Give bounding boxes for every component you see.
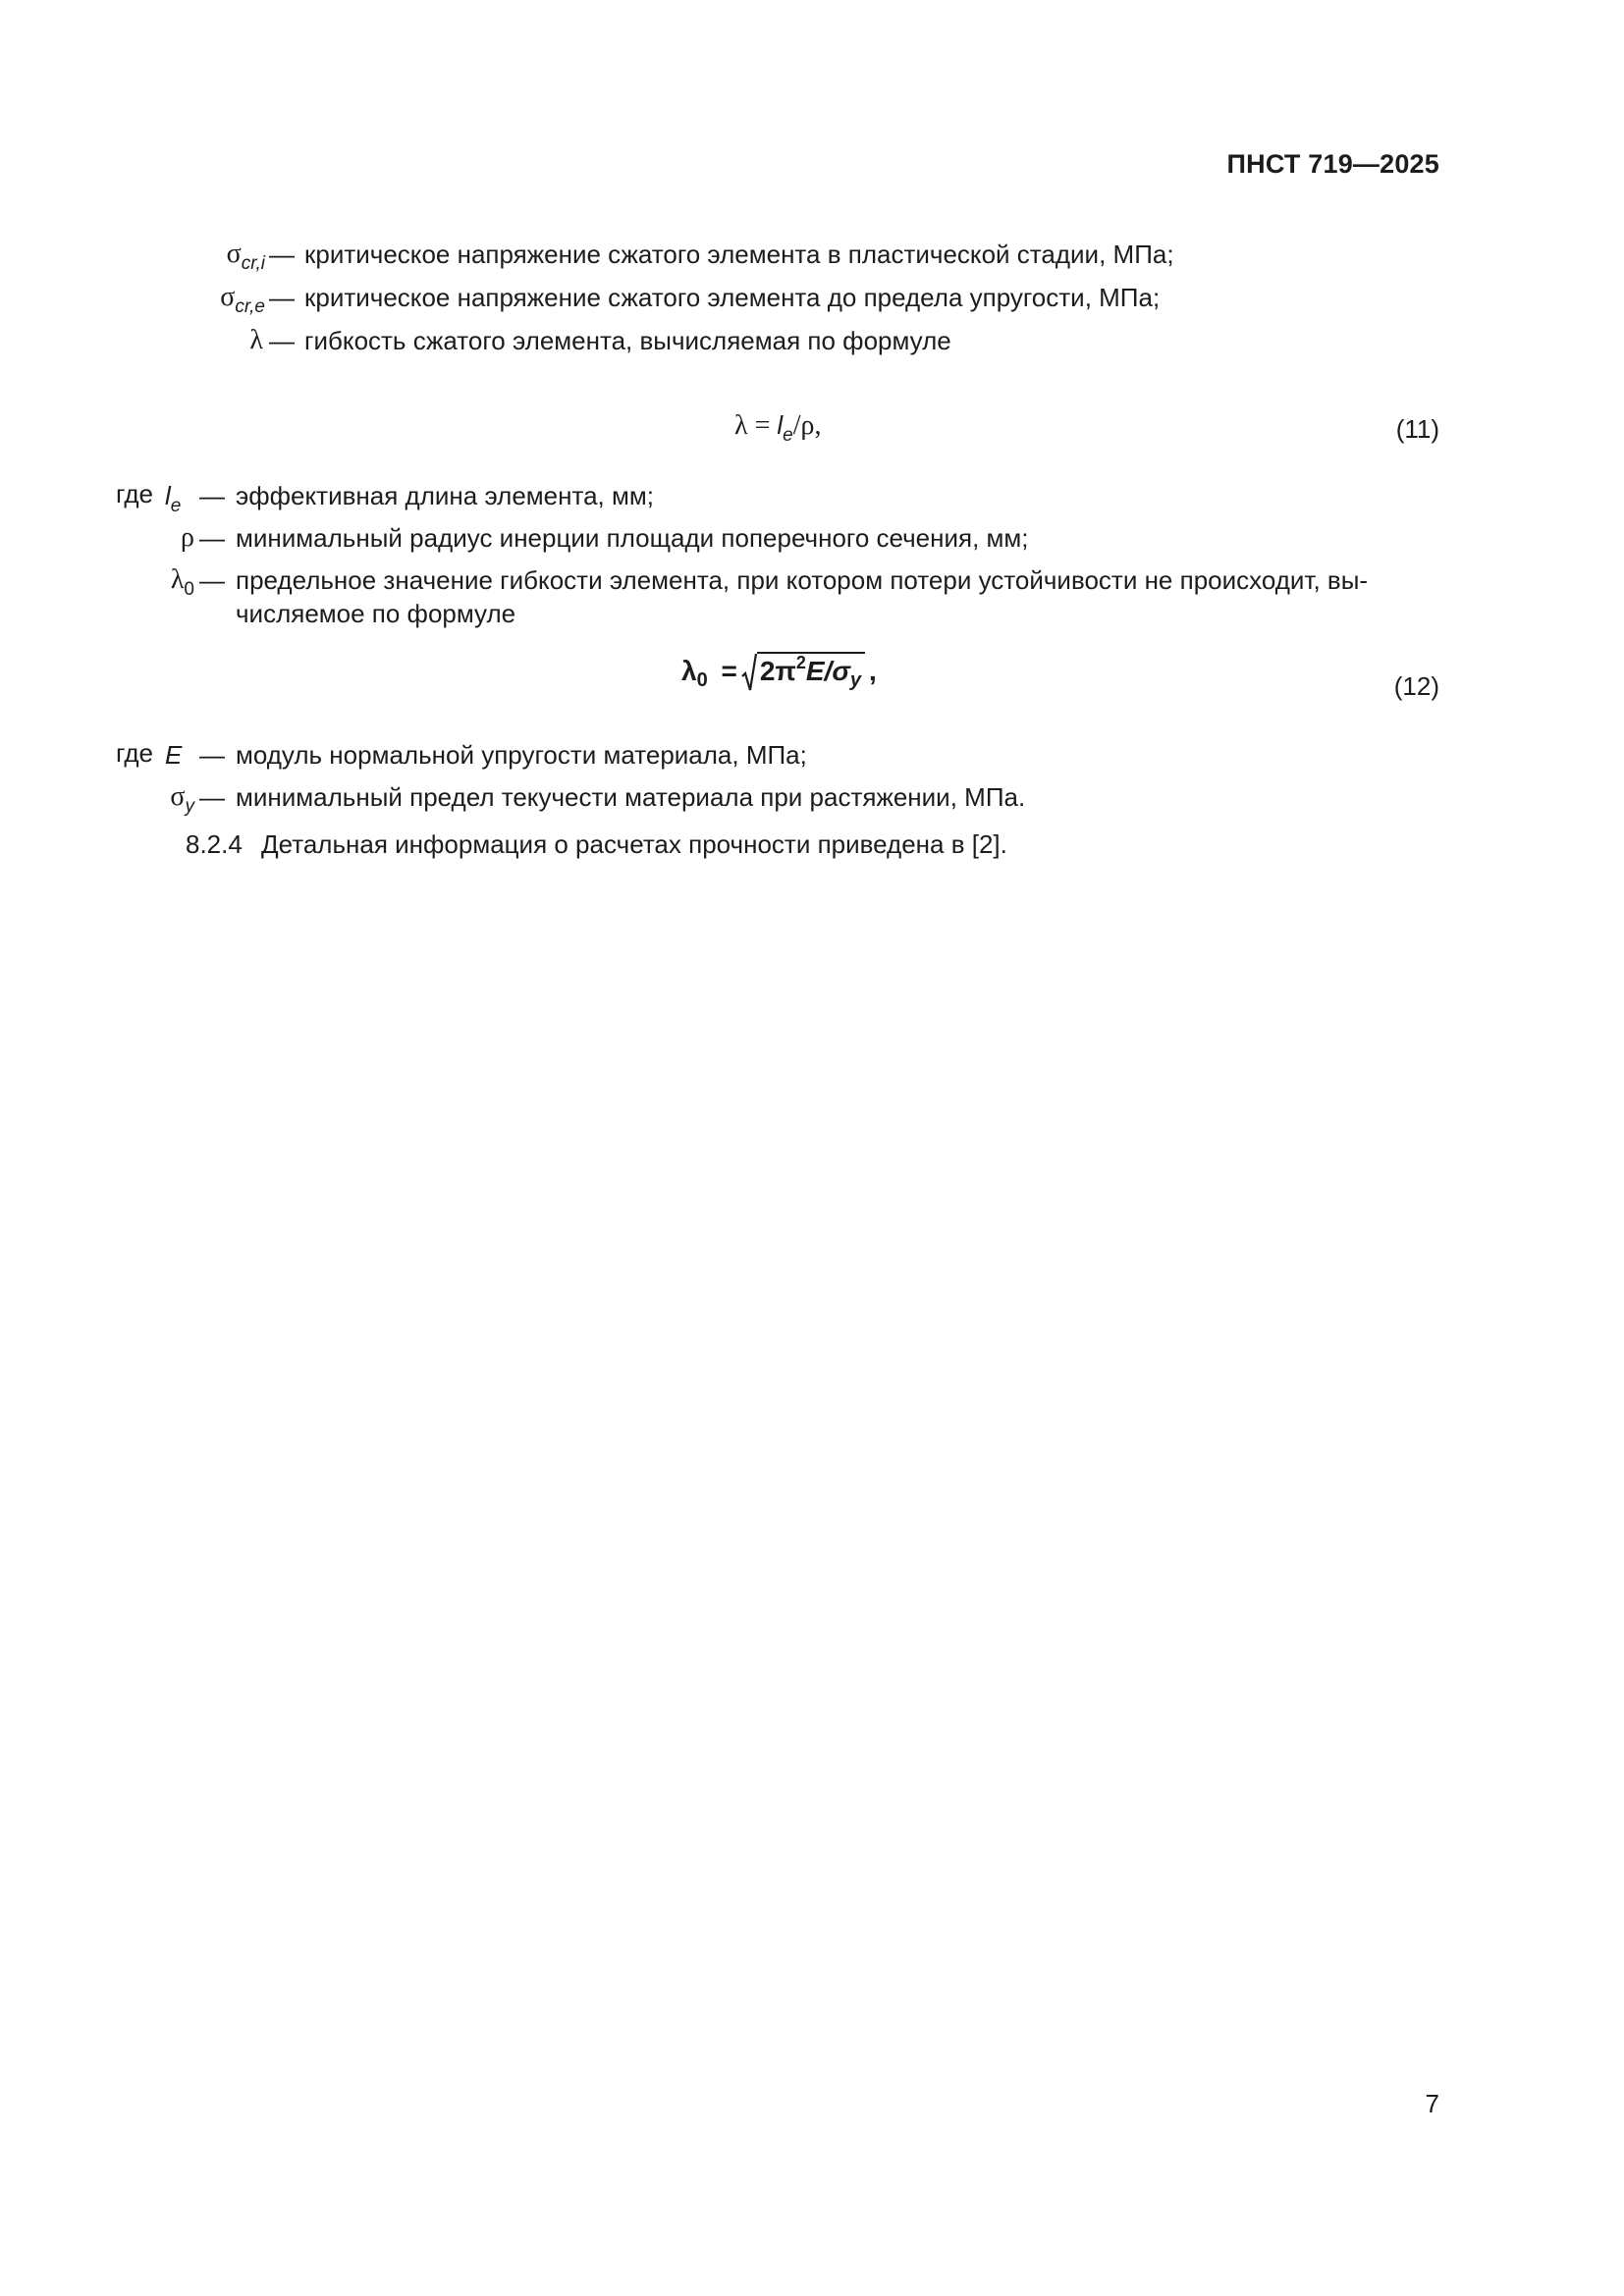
definition-symbol: λ	[249, 325, 263, 355]
definition-symbol: $\sigma_{cr,i}$	[226, 239, 265, 274]
definition-dash: —	[199, 565, 225, 595]
definition-text: эффективная длина элемента, мм;	[236, 481, 654, 510]
definition-rho	[0, 521, 1624, 555]
formula-12: $\lambda_0 = 2\pi^2E/\sigma_y$ ,	[681, 653, 877, 691]
definition-text: критическое напряжение сжатого элемента до предела упругости, МПа;	[304, 283, 1161, 312]
clause-number: 8.2.4	[186, 829, 243, 859]
definition-dash: —	[199, 523, 225, 553]
definition-symbol: $\sigma_{cr,e}$	[220, 282, 265, 317]
definition-E	[0, 738, 1624, 772]
definition-lambda-0	[0, 563, 1624, 632]
formula-11: $\lambda = l_e/\rho$,	[734, 410, 822, 446]
definition-text: минимальный предел текучести материала при растяжении, МПа.	[236, 782, 1026, 812]
definition-symbol: $l_e$	[165, 481, 182, 516]
definition-dash: —	[199, 481, 225, 510]
definition-dash: —	[269, 240, 295, 269]
definition-text: гибкость сжатого элемента, вычисляемая по формуле	[304, 326, 951, 355]
definition-lambda	[0, 324, 1624, 357]
definition-text: критическое напряжение сжатого элемента в пластической стадии, МПа;	[304, 240, 1174, 269]
clause-8-2-4	[0, 828, 1624, 861]
where-label: где	[116, 738, 153, 768]
radical-sign-icon	[741, 653, 757, 692]
definition-sigma-y	[0, 780, 1624, 817]
definition-text: модуль нормальной упругости материала, МПа;	[236, 740, 807, 770]
definition-sigma-cr-e	[0, 281, 1624, 317]
document-code: ПНСТ 719—2025	[1226, 149, 1439, 179]
radicand: $2\pi^2E/\sigma_y$	[757, 652, 865, 687]
definition-symbol: $\lambda_0$	[170, 564, 194, 600]
definition-sigma-cr-i	[0, 238, 1624, 274]
definition-text: минимальный радиус инерции площади поперечного сечения, мм;	[236, 523, 1029, 553]
definition-text-line-1: предельное значение гибкости элемента, при котором потери устойчивости не происходит, вы-	[236, 565, 1369, 595]
definition-dash: —	[269, 326, 295, 355]
definition-dash: —	[199, 740, 225, 770]
definition-dash: —	[269, 283, 295, 312]
definition-symbol: $\sigma_y$	[170, 781, 194, 817]
definition-text-line-2: числяемое по формуле	[236, 599, 516, 628]
equation-number-12: (12)	[1393, 671, 1439, 701]
definition-symbol: ρ	[181, 522, 194, 553]
where-label: где	[116, 479, 153, 508]
page-number: 7	[1425, 2089, 1439, 2118]
definition-l-e	[0, 479, 1624, 516]
definition-symbol: E	[165, 740, 183, 770]
equation-number-11: (11)	[1395, 414, 1439, 444]
definition-dash: —	[199, 782, 225, 812]
clause-text: Детальная информация о расчетах прочности приведена в [2].	[261, 829, 1007, 859]
